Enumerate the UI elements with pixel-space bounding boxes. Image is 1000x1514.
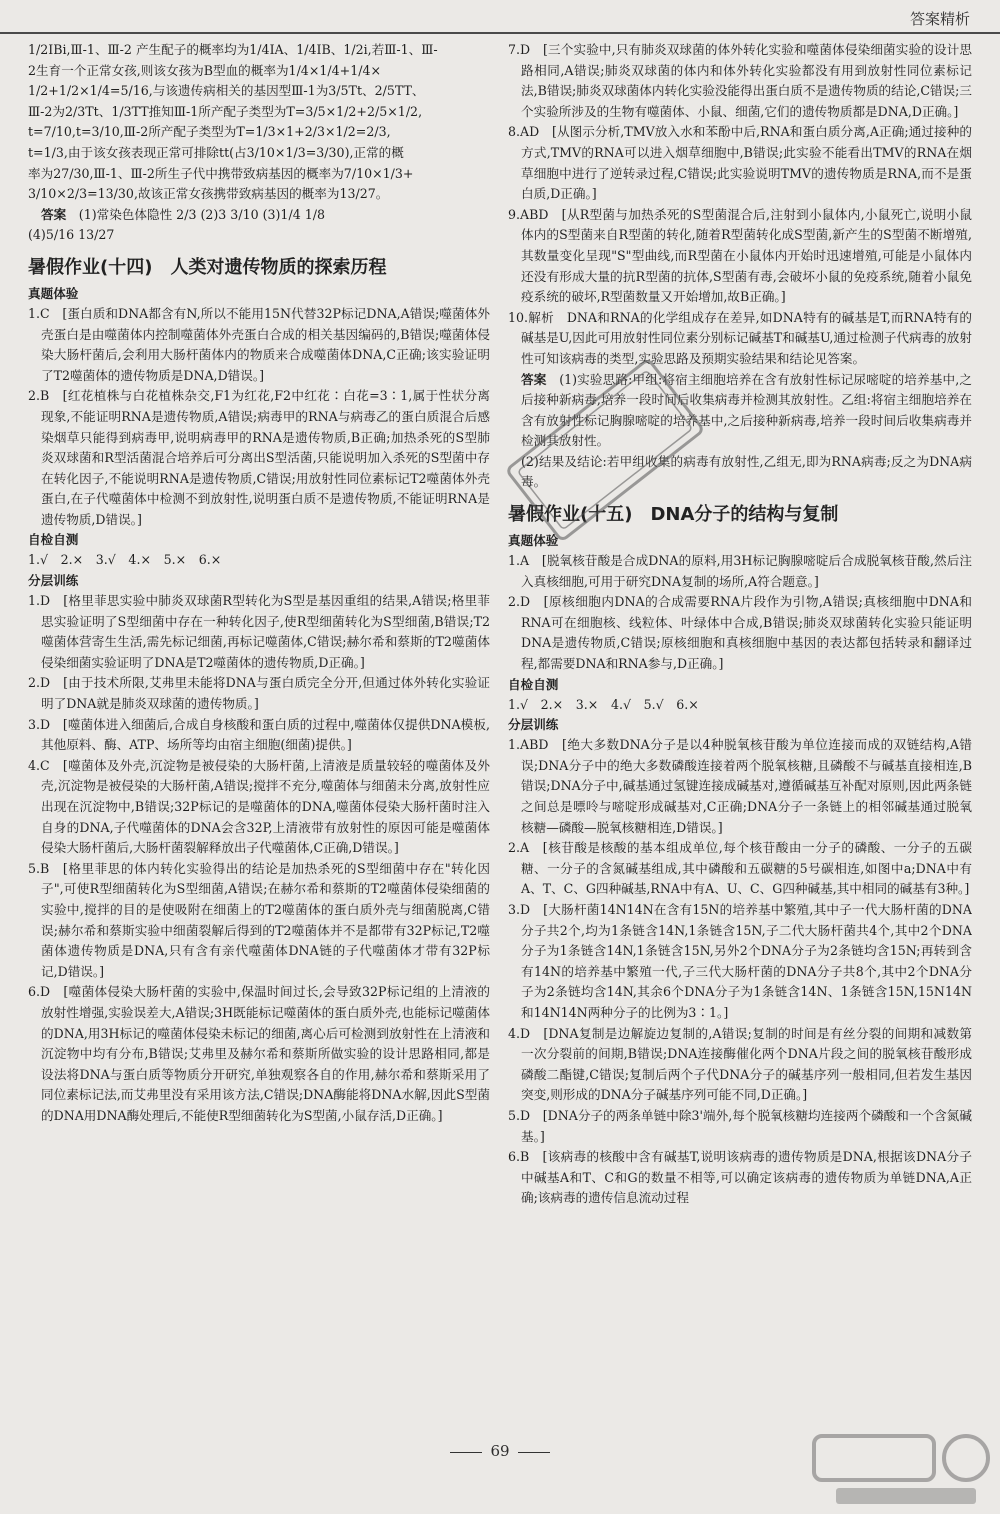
intro-line: 1/2+1/2×1/4=5/16,与该遗传病相关的基因型Ⅲ-1为3/5Tt、2/5TT、	[28, 83, 425, 99]
intro-line: t=7/10,t=3/10,Ⅲ-2所产配子类型为T=1/3×1+2/3×1/2=2/3,	[28, 124, 391, 140]
intro-line: t=1/3,由于该女孩表现正常可排除tt(占3/10×1/3=3/30),正常的概	[28, 144, 404, 160]
answer-label: 答案	[41, 206, 67, 222]
answer-item: 1.C [蛋白质和DNA都含有N,所以不能用15N代替32P标记DNA,A错误;噬菌体外壳蛋白是由噬菌体内控制噬菌体外壳蛋白合成的相关基因编码的,B错误;噬菌体侵染大肠杆菌后,会利用大肠杆菌体内的物质来合成噬菌体DNA,C正确;该实验证明了T2噬菌体的遗传物质是DNA,D错误。]	[28, 305, 490, 383]
self-check-answers: 1.√ 2.× 3.√ 4.× 5.× 6.×	[28, 552, 222, 568]
intro-derivation	[28, 40, 490, 205]
answer-block	[28, 205, 490, 226]
answer-item: 5.B [格里菲思的体内转化实验得出的结论是加热杀死的S型细菌中存在"转化因子",可使R型细菌转化为S型细菌,A错误;在赫尔希和蔡斯的T2噬菌体侵染细菌的实验中,搅拌的目的是使吸附在细菌上的T2噬菌体的蛋白质外壳与细菌脱离,C错误;赫尔希和蔡斯实验中细菌裂解后得到的T2噬菌体并不是都带有32P标记,T2噬菌体遗传物质是DNA,只有含有亲代噬菌体DNA链的子代噬菌体才带有32P标记,D错误。]	[28, 860, 490, 979]
answer-item: 2.B [红花植株与白花植株杂交,F1为红花,F2中红花∶白花=3∶1,属于性状分离现象,不能证明RNA是遗传物质,A错误;病毒甲的RNA与病毒乙的蛋白质混合后感染烟草只能得到病毒甲,说明病毒甲的RNA是遗传物质,B正确;加热杀死的S型肺炎双球菌和R型活菌混合培养后可分离出S型活菌,只能说明加入杀死的S型菌中存在转化因子,不能说明RNA是遗传物质,C错误;用放射性同位素标记T2噬菌体外壳蛋白,在子代噬菌体中检测不到放射性,说明蛋白质不是遗传物质,不能证明RNA是遗传物质,D错误。]	[28, 388, 490, 527]
answer-item: 1.A [脱氧核苷酸是合成DNA的原料,用3H标记胸腺嘧啶后合成脱氧核苷酸,然后注入真核细胞,可用于研究DNA复制的场所,A符合题意。]	[508, 553, 972, 589]
page-number-text: 69	[490, 1442, 510, 1460]
answer-item: 7.D [三个实验中,只有肺炎双球菌的体外转化实验和噬菌体侵染细菌实验的设计思路相同,A错误;肺炎双球菌的体内和体外转化实验都没有用到放射性同位素标记法,B错误;肺炎双球菌体内转化实验没能得出蛋白质不是遗传物质的结论,C错误;三个实验所涉及的生物有噬菌体、小鼠、细菌,它们的遗传物质都是DNA,D正确。]	[508, 42, 972, 119]
subsection-real-exam: 真题体验	[28, 285, 79, 301]
subsection-self-check: 自检自测	[508, 676, 559, 692]
answer-line: (4)5/16 13/27	[28, 227, 115, 243]
answer-item: 3.D [大肠杆菌14N14N在含有15N的培养基中繁殖,其中子一代大肠杆菌的DNA分子共2个,均为1条链含14N,1条链含15N,子二代大肠杆菌共4个,其中2个DNA分子为1条链含14N,1条链含15N,另外2个DNA分子为2条链均含15N;再转到含有14N的培养基中繁殖一代,子三代大肠杆菌的DNA分子共8个,其中2个DNA分子为2条链均含14N,其余6个DNA分子为1条链含14N、1条链含15N,15N14N和14N14N两种分子的比例为3∶1。]	[508, 901, 972, 1020]
answer-item: 2.D [原核细胞内DNA的合成需要RNA片段作为引物,A错误;真核细胞中DNA和RNA可在细胞核、线粒体、叶绿体中合成,B错误;肺炎双球菌转化实验只能证明DNA是遗传物质,C错误;原核细胞和真核细胞中基因的表达都包括转录和翻译过程,都需要DNA和RNA参与,D正确。]	[508, 594, 972, 672]
header-label: 答案精析	[909, 10, 970, 28]
answer-item: 9.ABD [从R型菌与加热杀死的S型菌混合后,注射到小鼠体内,小鼠死亡,说明小鼠体内的S型菌来自R型菌的转化,随着R型菌转化成S型菌,新产生的S型菌不断增殖,其数量变化呈现"S"型曲线,而R型菌在小鼠体内开始时迅速增殖,可能是小鼠体内还没有形成大量的抗R型菌的抗体,S型菌有毒,会破坏小鼠的免疫系统,随着小鼠免疫系统的破坏,R型菌数量又开始增加,故B正确。]	[508, 206, 972, 305]
subsection-layered-training: 分层训练	[508, 717, 559, 733]
intro-line: 2生育一个正常女孩,则该女孩为B型血的概率为1/4×1/4+1/4×	[28, 62, 382, 78]
intro-line: 率为27/30,Ⅲ-1、Ⅲ-2所生子代中携带致病基因的概率为7/10×1/3+	[28, 165, 414, 181]
self-check-answers: 1.√ 2.× 3.× 4.√ 5.√ 6.×	[508, 696, 699, 712]
answer-item: 6.B [该病毒的核酸中含有碱基T,说明该病毒的遗传物质是DNA,根据该DNA分子中碱基A和T、C和G的数量不相等,可以确定该病毒的遗传物质为单链DNA,A正确;该病毒的遗传信息流动过程	[508, 1149, 972, 1206]
section-14-title: 暑假作业(十四) 人类对遗传物质的探索历程	[28, 256, 387, 278]
right-column	[508, 40, 972, 1452]
intro-line: Ⅲ-2为2/3Tt、1/3TT推知Ⅲ-1所产配子类型为T=3/5×1/2+2/5×1/2,	[28, 103, 423, 119]
answer-item: 1.ABD [绝大多数DNA分子是以4种脱氧核苷酸为单位连接而成的双链结构,A错误;DNA分子中的绝大多数磷酸连接着两个脱氧核糖,且磷酸不与碱基直接相连,B错误;DNA分子中,碱基通过氢键连接成碱基对,遵循碱基互补配对原则,因此两条链之间总是嘌呤与嘧啶形成碱基对,C正确;DNA分子一条链上的相邻碱基通过脱氧核糖—磷酸—脱氧核糖相连,D错误。]	[508, 737, 972, 835]
answer-item: 2.A [核苷酸是核酸的基本组成单位,每个核苷酸由一分子的磷酸、一分子的五碳糖、一分子的含氮碱基组成,其中磷酸和五碳糖的5号碳相连,如图中a;DNA中有A、T、C、G四种碱基,RNA中有A、U、C、G四种碱基,其中相同的碱基有3种。]	[508, 840, 972, 897]
answer-item: 4.D [DNA复制是边解旋边复制的,A错误;复制的时间是有丝分裂的间期和减数第一次分裂前的间期,B错误;DNA连接酶催化两个DNA片段之间的脱氧核苷酸形成磷酸二酯键,C错误;复制后两个子代DNA分子的碱基序列一般相同,但若发生基因突变,则形成的DNA分子碱基序列可能不同,D正确。]	[508, 1025, 972, 1103]
header-rule	[0, 32, 1000, 34]
page-number-rule-left	[450, 1452, 482, 1453]
intro-line: 3/10×2/3=13/30,故该正常女孩携带致病基因的概率为13/27。	[28, 186, 389, 202]
answer-text: (2)结果及结论:若甲组收集的病毒有放射性,乙组无,即为RNA病毒;反之为DNA病毒。	[521, 453, 972, 490]
answer-item: 4.C [噬菌体及外壳,沉淀物是被侵染的大肠杆菌,上清液是质量较轻的噬菌体及外壳,沉淀物是被侵染的大肠杆菌,A错误;搅拌不充分,噬菌体与细菌未分离,放射性应出现在沉淀物中,B错误;32P标记的是噬菌体的DNA,噬菌体侵染大肠杆菌时注入自身的DNA,子代噬菌体的DNA会含32P,上清液带有放射性的原因可能是噬菌体侵染大肠杆菌后,大肠杆菌裂解释放出子代噬菌体,C正确,D错误。]	[28, 757, 490, 856]
intro-line: 1/2IBi,Ⅲ-1、Ⅲ-2 产生配子的概率均为1/4IA、1/4IB、1/2i,若Ⅲ-1、Ⅲ-	[28, 42, 438, 57]
subsection-real-exam: 真题体验	[508, 533, 559, 549]
answer-item: 2.D [由于技术所限,艾弗里未能将DNA与蛋白质完全分开,但通过体外转化实验证明了DNA就是肺炎双球菌的遗传物质。]	[28, 675, 490, 712]
subsection-self-check: 自检自测	[28, 532, 79, 548]
answer-text: (1)实验思路:甲组:将宿主细胞培养在含有放射性标记尿嘧啶的培养基中,之后接种新病毒,培养一段时间后收集病毒并检测其放射性。乙组:将宿主细胞培养在含有放射性标记胸腺嘧啶的培养基中,之后接种新病毒,培养一段时间后收集病毒并检测其放射性。	[521, 371, 972, 449]
answer-item: 10.解析 DNA和RNA的化学组成存在差异,如DNA特有的碱基是T,而RNA特有的碱基是U,因此可用放射性同位素分别标记碱基T和碱基U,通过检测子代病毒的放射性可知该病毒的类型,实验思路及预期实验结果和结论见答案。	[508, 309, 972, 366]
subsection-layered-training: 分层训练	[28, 573, 79, 589]
answer-item: 6.D [噬菌体侵染大肠杆菌的实验中,保温时间过长,会导致32P标记组的上清液的放射性增强,实验误差大,A错误;3H既能标记噬菌体的蛋白质外壳,也能标记噬菌体的DNA,用3H标记的噬菌体侵染未标记的细菌,离心后可检测到放射性在上清液和沉淀物中均有分布,B错误;艾弗里及赫尔希和蔡斯所做实验的设计思路相同,都是设法将DNA与蛋白质等物质分开研究,单独观察各自的作用,赫尔希和蔡斯采用了同位素标记法,而艾弗里没有采用该方法,C错误;DNA酶能将DNA水解,因此S型菌的DNA用DNA酶处理后,不能使R型细菌转化为S型菌,小鼠存活,D正确。]	[28, 984, 490, 1123]
answer-item: 5.D [DNA分子的两条单链中除3'端外,每个脱氧核糖均连接两个磷酸和一个含氮碱基。]	[508, 1107, 972, 1144]
answer-line: (1)常染色体隐性 2/3 (2)3 3/10 (3)1/4 1/8	[78, 206, 325, 222]
answer-item: 3.D [噬菌体进入细菌后,合成自身核酸和蛋白质的过程中,噬菌体仅提供DNA模板,其他原料、酶、ATP、场所等均由宿主细胞(细菌)提供。]	[28, 716, 490, 753]
answer-block	[508, 370, 972, 452]
page-number-rule-right	[518, 1452, 550, 1453]
page-number	[0, 1442, 1000, 1460]
section-15-title: 暑假作业(十五) DNA分子的结构与复制	[508, 504, 839, 526]
answer-label: 答案	[521, 371, 547, 387]
left-column	[28, 40, 490, 1452]
answer-item: 1.D [格里菲思实验中肺炎双球菌R型转化为S型是基因重组的结果,A错误;格里菲思实验证明了S型细菌中存在一种转化因子,使R型细菌转化为S型细菌,B错误;T2噬菌体营寄生生活,需先标记细菌,再标记噬菌体,C错误;赫尔希和蔡斯的T2噬菌体侵染细菌实验证明了DNA是T2噬菌体的遗传物质,D正确。]	[28, 593, 490, 670]
answer-item: 8.AD [从图示分析,TMV放入水和苯酚中后,RNA和蛋白质分离,A正确;通过接种的方式,TMV的RNA可以进入烟草细胞中,B错误;此实验不能看出TMV的RNA在烟草细胞中进行了逆转录过程,C错误;此实验说明TMV的遗传物质是RNA,而不是蛋白质,D正确。]	[508, 124, 972, 202]
